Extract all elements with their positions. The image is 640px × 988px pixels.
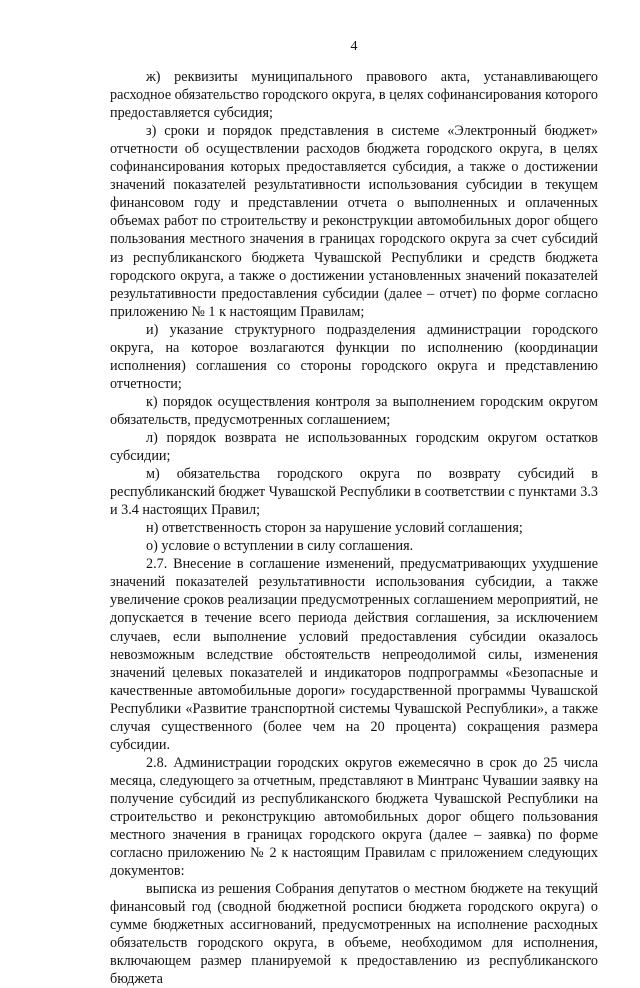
paragraph-n: н) ответственность сторон за нарушение условий соглашения;: [146, 520, 523, 537]
paragraph-2-7: 2.7. Внесение в соглашение изменений, предусматривающих ухудшение значений показателей результативности использования субсидии, а также увеличение сроков реализации предусмотренных соглашением мероприятий, не допускается в течение всего периода действия соглашения, за исключением случаев, если выполнение условий предоставления субсидии оказалось невозможным вследствие обстоятельств непреодолимой силы, изменения значений целевых показателей и индикаторов подпрограммы «Безопасные и качественные автомобильные дороги» государственной программы Чувашской Республики «Развитие транспортной системы Чувашской Республики», а также случая существенного (более чем на 20 процента) сокращения размера субсидии.: [110, 556, 598, 753]
paragraph-l: л) порядок возврата не использованных городским округом остатков субсидии;: [110, 429, 598, 465]
page-number: 4: [350, 39, 358, 54]
paragraph-o: о) условие о вступлении в силу соглашения.: [146, 538, 414, 555]
paragraph-zh: ж) реквизиты муниципального правового акта, устанавливающего расходное обязательство городского округа, в целях софинансирования которого предоставляется субсидия;: [110, 69, 599, 122]
paragraph-i: и) указание структурного подразделения администрации городского округа, на которое возлагаются функции по исполнению (координации исполнения) соглашения со стороны городского округа и представлению отчетности;: [110, 321, 598, 392]
paragraph-k: к) порядок осуществления контроля за выполнением городским округом обязательств, предусмотренных соглашением;: [110, 393, 598, 428]
paragraph-z: з) сроки и порядок представления в системе «Электронный бюджет» отчетности об осуществлении расходов бюджета городского округа, в целях софинансирования которых предоставляется субсидия, а также о достижении значений показателей результативности использования субсидии в текущем финансовом году и представлении отчета о выполненных и оплаченных объемах работ по строительству и реконструкции автомобильных дорог общего пользования местного значения в границах городского округа за счет субсидий из республиканского бюджета Чувашской Республики и средств бюджета городского округа, а также о достижении установленных значений показателей результативности предоставления субсидии (далее – отчет) по форме согласно приложению № 1 к настоящим Правилам;: [110, 123, 598, 320]
paragraph-m: м) обязательства городского округа по возврату субсидий в республиканский бюджет Чувашской Республики в соответствии с пунктами 3.3 и 3.4 настоящих Правил;: [110, 466, 598, 519]
paragraph-2-8: 2.8. Администрации городских округов ежемесячно в срок до 25 числа месяца, следующего за отчетным, представляют в Минтранс Чувашии заявку на получение субсидий из республиканского бюджета Чувашской Республики на строительство и реконструкцию автомобильных дорог общего пользования местного значения в границах городского округа (далее – заявка) по форме согласно приложению № 2 к настоящим Правилам с приложением следующих документов:: [110, 754, 598, 880]
paragraph-extract: выписка из решения Собрания депутатов о местном бюджете на текущий финансовый год (сводной бюджетной росписи бюджета городского округа) о сумме бюджетных ассигнований, предусмотренных на исполнение расходных обязательств городского округа, в объеме, необходимом для исполнения, включающем размер планируемой к предоставлению из республиканского бюджета: [110, 881, 598, 988]
